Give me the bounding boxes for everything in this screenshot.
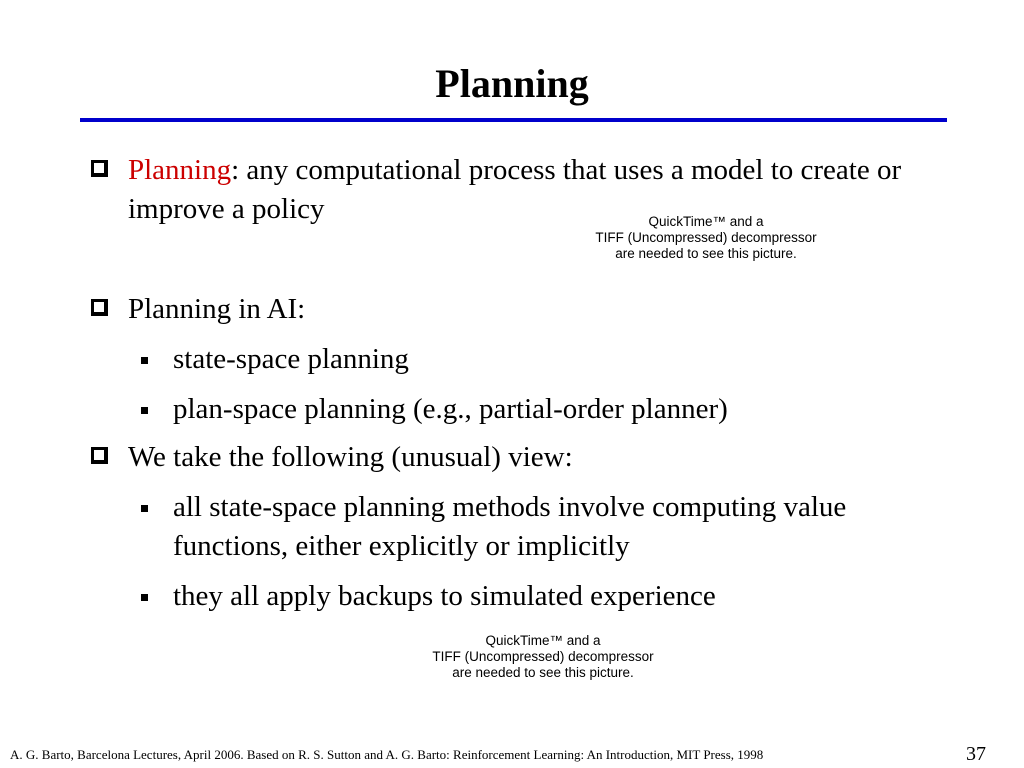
bullet-planning-in-ai: [91, 290, 921, 329]
hollow-square-bullet-icon: [91, 160, 108, 177]
filled-square-bullet-icon: [141, 357, 148, 364]
page-number: 37: [966, 743, 986, 765]
image-placeholder: [398, 633, 688, 681]
footer-citation: A. G. Barto, Barcelona Lectures, April 2006. Based on R. S. Sutton and A. G. Barto: Reinforcement Learning: An Introduction, MIT Press, 1998: [10, 747, 764, 762]
sub-bullet-text: all state-space planning methods involve computing value functions, either explicitly or implicitly: [173, 491, 847, 562]
hollow-square-bullet-icon: [91, 447, 108, 464]
sub-bullet: [141, 340, 921, 379]
image-placeholder: [566, 216, 846, 272]
sub-bullet: [141, 488, 921, 566]
filled-square-bullet-icon: [141, 407, 148, 414]
bullet-body: : any computational process that uses a model to create or improve a policy: [128, 154, 902, 225]
title-rule: [80, 118, 947, 122]
placeholder-line: TIFF (Uncompressed) decompressor: [595, 230, 817, 245]
filled-square-bullet-icon: [141, 505, 148, 512]
slide-title: Planning: [435, 61, 589, 106]
placeholder-line: are needed to see this picture.: [615, 246, 797, 261]
sub-bullet: [141, 577, 921, 616]
sub-bullet-text: they all apply backups to simulated experience: [173, 580, 716, 612]
sub-bullet-text: plan-space planning (e.g., partial-order planner): [173, 393, 728, 425]
bullet-text: We take the following (unusual) view:: [128, 441, 573, 473]
bullet-text: Planning in AI:: [128, 293, 306, 325]
highlight-term: Planning: [128, 154, 232, 186]
placeholder-line: QuickTime™ and a: [485, 633, 601, 648]
sub-bullet-text: state-space planning: [173, 343, 409, 375]
placeholder-line: QuickTime™ and a: [648, 216, 764, 229]
bullet-unusual-view: [91, 438, 921, 477]
placeholder-line: are needed to see this picture.: [452, 665, 634, 680]
filled-square-bullet-icon: [141, 594, 148, 601]
placeholder-line: TIFF (Uncompressed) decompressor: [432, 649, 654, 664]
hollow-square-bullet-icon: [91, 299, 108, 316]
sub-bullet: [141, 390, 921, 429]
